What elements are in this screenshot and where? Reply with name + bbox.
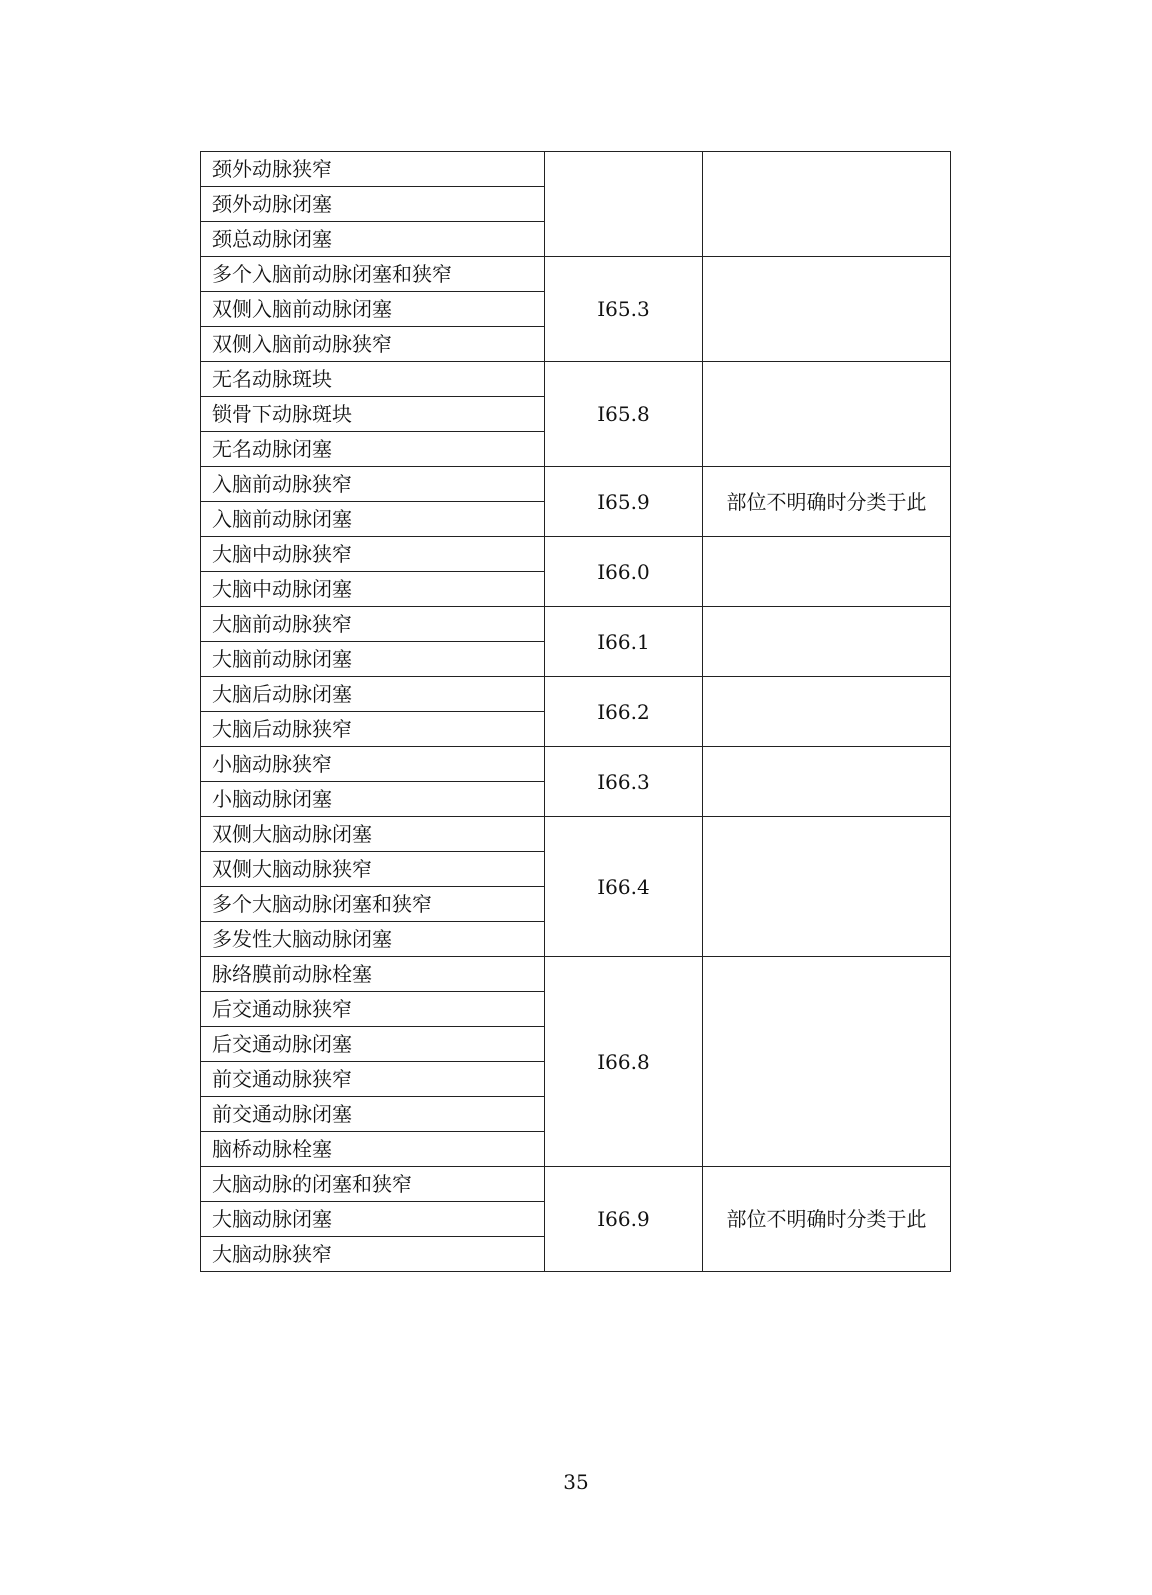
diagnosis-name: 大脑前动脉狭窄 bbox=[201, 607, 545, 642]
classification-note bbox=[703, 257, 951, 362]
diagnosis-name: 颈外动脉狭窄 bbox=[201, 152, 545, 187]
icd-code: I65.8 bbox=[545, 362, 703, 467]
diagnosis-code-table bbox=[200, 151, 951, 1272]
table-row bbox=[201, 747, 951, 782]
diagnosis-name: 小脑动脉闭塞 bbox=[201, 782, 545, 817]
classification-note bbox=[703, 747, 951, 817]
diagnosis-name: 大脑动脉闭塞 bbox=[201, 1202, 545, 1237]
diagnosis-name: 前交通动脉狭窄 bbox=[201, 1062, 545, 1097]
icd-code: I66.2 bbox=[545, 677, 703, 747]
icd-code: I66.1 bbox=[545, 607, 703, 677]
classification-note bbox=[703, 817, 951, 957]
table-row bbox=[201, 957, 951, 992]
diagnosis-name: 颈外动脉闭塞 bbox=[201, 187, 545, 222]
diagnosis-name: 颈总动脉闭塞 bbox=[201, 222, 545, 257]
page-number: 35 bbox=[563, 1470, 589, 1494]
diagnosis-name: 大脑动脉的闭塞和狭窄 bbox=[201, 1167, 545, 1202]
icd-code: I65.3 bbox=[545, 257, 703, 362]
classification-note bbox=[703, 677, 951, 747]
diagnosis-name: 脑桥动脉栓塞 bbox=[201, 1132, 545, 1167]
diagnosis-name: 大脑前动脉闭塞 bbox=[201, 642, 545, 677]
table-row bbox=[201, 257, 951, 292]
diagnosis-name: 双侧大脑动脉狭窄 bbox=[201, 852, 545, 887]
diagnosis-name: 后交通动脉狭窄 bbox=[201, 992, 545, 1027]
table-row bbox=[201, 537, 951, 572]
diagnosis-name: 大脑后动脉闭塞 bbox=[201, 677, 545, 712]
diagnosis-name: 双侧入脑前动脉狭窄 bbox=[201, 327, 545, 362]
diagnosis-name: 大脑动脉狭窄 bbox=[201, 1237, 545, 1272]
diagnosis-name: 多个入脑前动脉闭塞和狭窄 bbox=[201, 257, 545, 292]
classification-note bbox=[703, 957, 951, 1167]
diagnosis-name: 多个大脑动脉闭塞和狭窄 bbox=[201, 887, 545, 922]
table-row bbox=[201, 362, 951, 397]
diagnosis-name: 脉络膜前动脉栓塞 bbox=[201, 957, 545, 992]
classification-note bbox=[703, 537, 951, 607]
diagnosis-name: 双侧大脑动脉闭塞 bbox=[201, 817, 545, 852]
table-row bbox=[201, 677, 951, 712]
diagnosis-name: 多发性大脑动脉闭塞 bbox=[201, 922, 545, 957]
icd-code: I66.4 bbox=[545, 817, 703, 957]
table-row bbox=[201, 607, 951, 642]
classification-note bbox=[703, 362, 951, 467]
icd-code: I66.8 bbox=[545, 957, 703, 1167]
icd-code: I66.3 bbox=[545, 747, 703, 817]
diagnosis-name: 入脑前动脉闭塞 bbox=[201, 502, 545, 537]
table-row bbox=[201, 467, 951, 502]
icd-code: I65.9 bbox=[545, 467, 703, 537]
classification-note: 部位不明确时分类于此 bbox=[703, 1167, 951, 1272]
table-row bbox=[201, 152, 951, 187]
diagnosis-name: 大脑中动脉闭塞 bbox=[201, 572, 545, 607]
icd-code: I66.0 bbox=[545, 537, 703, 607]
diagnosis-name: 后交通动脉闭塞 bbox=[201, 1027, 545, 1062]
classification-note: 部位不明确时分类于此 bbox=[703, 467, 951, 537]
table-row bbox=[201, 1167, 951, 1202]
icd-code bbox=[545, 152, 703, 257]
diagnosis-name: 锁骨下动脉斑块 bbox=[201, 397, 545, 432]
diagnosis-name: 无名动脉闭塞 bbox=[201, 432, 545, 467]
table-row bbox=[201, 817, 951, 852]
classification-note bbox=[703, 607, 951, 677]
diagnosis-name: 双侧入脑前动脉闭塞 bbox=[201, 292, 545, 327]
diagnosis-name: 前交通动脉闭塞 bbox=[201, 1097, 545, 1132]
diagnosis-name: 大脑中动脉狭窄 bbox=[201, 537, 545, 572]
diagnosis-name: 小脑动脉狭窄 bbox=[201, 747, 545, 782]
diagnosis-name: 无名动脉斑块 bbox=[201, 362, 545, 397]
classification-note bbox=[703, 152, 951, 257]
diagnosis-name: 大脑后动脉狭窄 bbox=[201, 712, 545, 747]
diagnosis-name: 入脑前动脉狭窄 bbox=[201, 467, 545, 502]
icd-code: I66.9 bbox=[545, 1167, 703, 1272]
